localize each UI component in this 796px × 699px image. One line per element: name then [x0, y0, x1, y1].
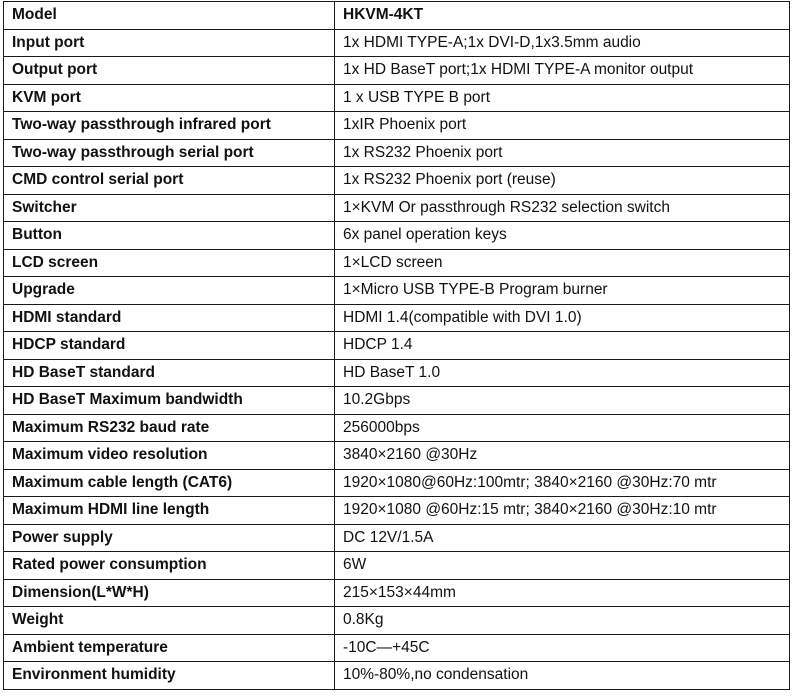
- row-label: Weight: [4, 607, 335, 635]
- table-row: [4, 332, 790, 360]
- table-row: [4, 524, 790, 552]
- table-row: [4, 222, 790, 250]
- row-value: 1×LCD screen: [335, 249, 790, 277]
- row-label: Rated power consumption: [4, 552, 335, 580]
- table-row: [4, 57, 790, 85]
- row-value: 1920×1080 @60Hz:15 mtr; 3840×2160 @30Hz:10 mtr: [335, 497, 790, 525]
- table-row: [4, 194, 790, 222]
- table-row: [4, 359, 790, 387]
- row-label: KVM port: [4, 84, 335, 112]
- row-label: Maximum cable length (CAT6): [4, 469, 335, 497]
- table-row: [4, 167, 790, 195]
- table-row: [4, 634, 790, 662]
- row-value: 1 x USB TYPE B port: [335, 84, 790, 112]
- row-label: Switcher: [4, 194, 335, 222]
- table-row: [4, 139, 790, 167]
- table-row: [4, 497, 790, 525]
- row-label: Maximum HDMI line length: [4, 497, 335, 525]
- row-label: HDCP standard: [4, 332, 335, 360]
- row-label: HDMI standard: [4, 304, 335, 332]
- row-value: 10.2Gbps: [335, 387, 790, 415]
- table-row: [4, 579, 790, 607]
- row-label: Upgrade: [4, 277, 335, 305]
- row-value: 6x panel operation keys: [335, 222, 790, 250]
- row-value: 6W: [335, 552, 790, 580]
- row-value: 10%-80%,no condensation: [335, 662, 790, 690]
- row-value: 1920×1080@60Hz:100mtr; 3840×2160 @30Hz:70 mtr: [335, 469, 790, 497]
- row-value: 1x HDMI TYPE-A;1x DVI-D,1x3.5mm audio: [335, 29, 790, 57]
- row-value: DC 12V/1.5A: [335, 524, 790, 552]
- row-value: HD BaseT 1.0: [335, 359, 790, 387]
- table-row: [4, 249, 790, 277]
- row-value: HDCP 1.4: [335, 332, 790, 360]
- row-label: Button: [4, 222, 335, 250]
- row-value: 0.8Kg: [335, 607, 790, 635]
- row-value: 1x RS232 Phoenix port (reuse): [335, 167, 790, 195]
- table-row: [4, 552, 790, 580]
- table-row: [4, 387, 790, 415]
- table-row: [4, 304, 790, 332]
- table-row: [4, 29, 790, 57]
- row-label: HD BaseT standard: [4, 359, 335, 387]
- row-label: LCD screen: [4, 249, 335, 277]
- row-value: 215×153×44mm: [335, 579, 790, 607]
- row-value: 256000bps: [335, 414, 790, 442]
- table-row: [4, 112, 790, 140]
- row-label: Maximum RS232 baud rate: [4, 414, 335, 442]
- row-label: Power supply: [4, 524, 335, 552]
- row-value: 1xIR Phoenix port: [335, 112, 790, 140]
- table-row: [4, 662, 790, 690]
- table-row: [4, 469, 790, 497]
- table-row: [4, 442, 790, 470]
- row-label: Two-way passthrough serial port: [4, 139, 335, 167]
- row-value: 1×KVM Or passthrough RS232 selection switch: [335, 194, 790, 222]
- row-value: -10C—+45C: [335, 634, 790, 662]
- table-row: [4, 84, 790, 112]
- row-label: Maximum video resolution: [4, 442, 335, 470]
- header-value-cell: HKVM-4KT: [335, 2, 790, 30]
- row-label: Output port: [4, 57, 335, 85]
- row-value: 1×Micro USB TYPE-B Program burner: [335, 277, 790, 305]
- row-label: HD BaseT Maximum bandwidth: [4, 387, 335, 415]
- row-value: 1x HD BaseT port;1x HDMI TYPE-A monitor output: [335, 57, 790, 85]
- row-label: Two-way passthrough infrared port: [4, 112, 335, 140]
- row-label: Input port: [4, 29, 335, 57]
- row-value: HDMI 1.4(compatible with DVI 1.0): [335, 304, 790, 332]
- spec-table-body: [4, 2, 790, 690]
- table-header-row: [4, 2, 790, 30]
- row-label: Ambient temperature: [4, 634, 335, 662]
- header-label-cell: Model: [4, 2, 335, 30]
- spec-table: [3, 1, 790, 690]
- table-row: [4, 607, 790, 635]
- row-label: Dimension(L*W*H): [4, 579, 335, 607]
- row-label: Environment humidity: [4, 662, 335, 690]
- table-row: [4, 277, 790, 305]
- row-value: 1x RS232 Phoenix port: [335, 139, 790, 167]
- row-value: 3840×2160 @30Hz: [335, 442, 790, 470]
- row-label: CMD control serial port: [4, 167, 335, 195]
- table-row: [4, 414, 790, 442]
